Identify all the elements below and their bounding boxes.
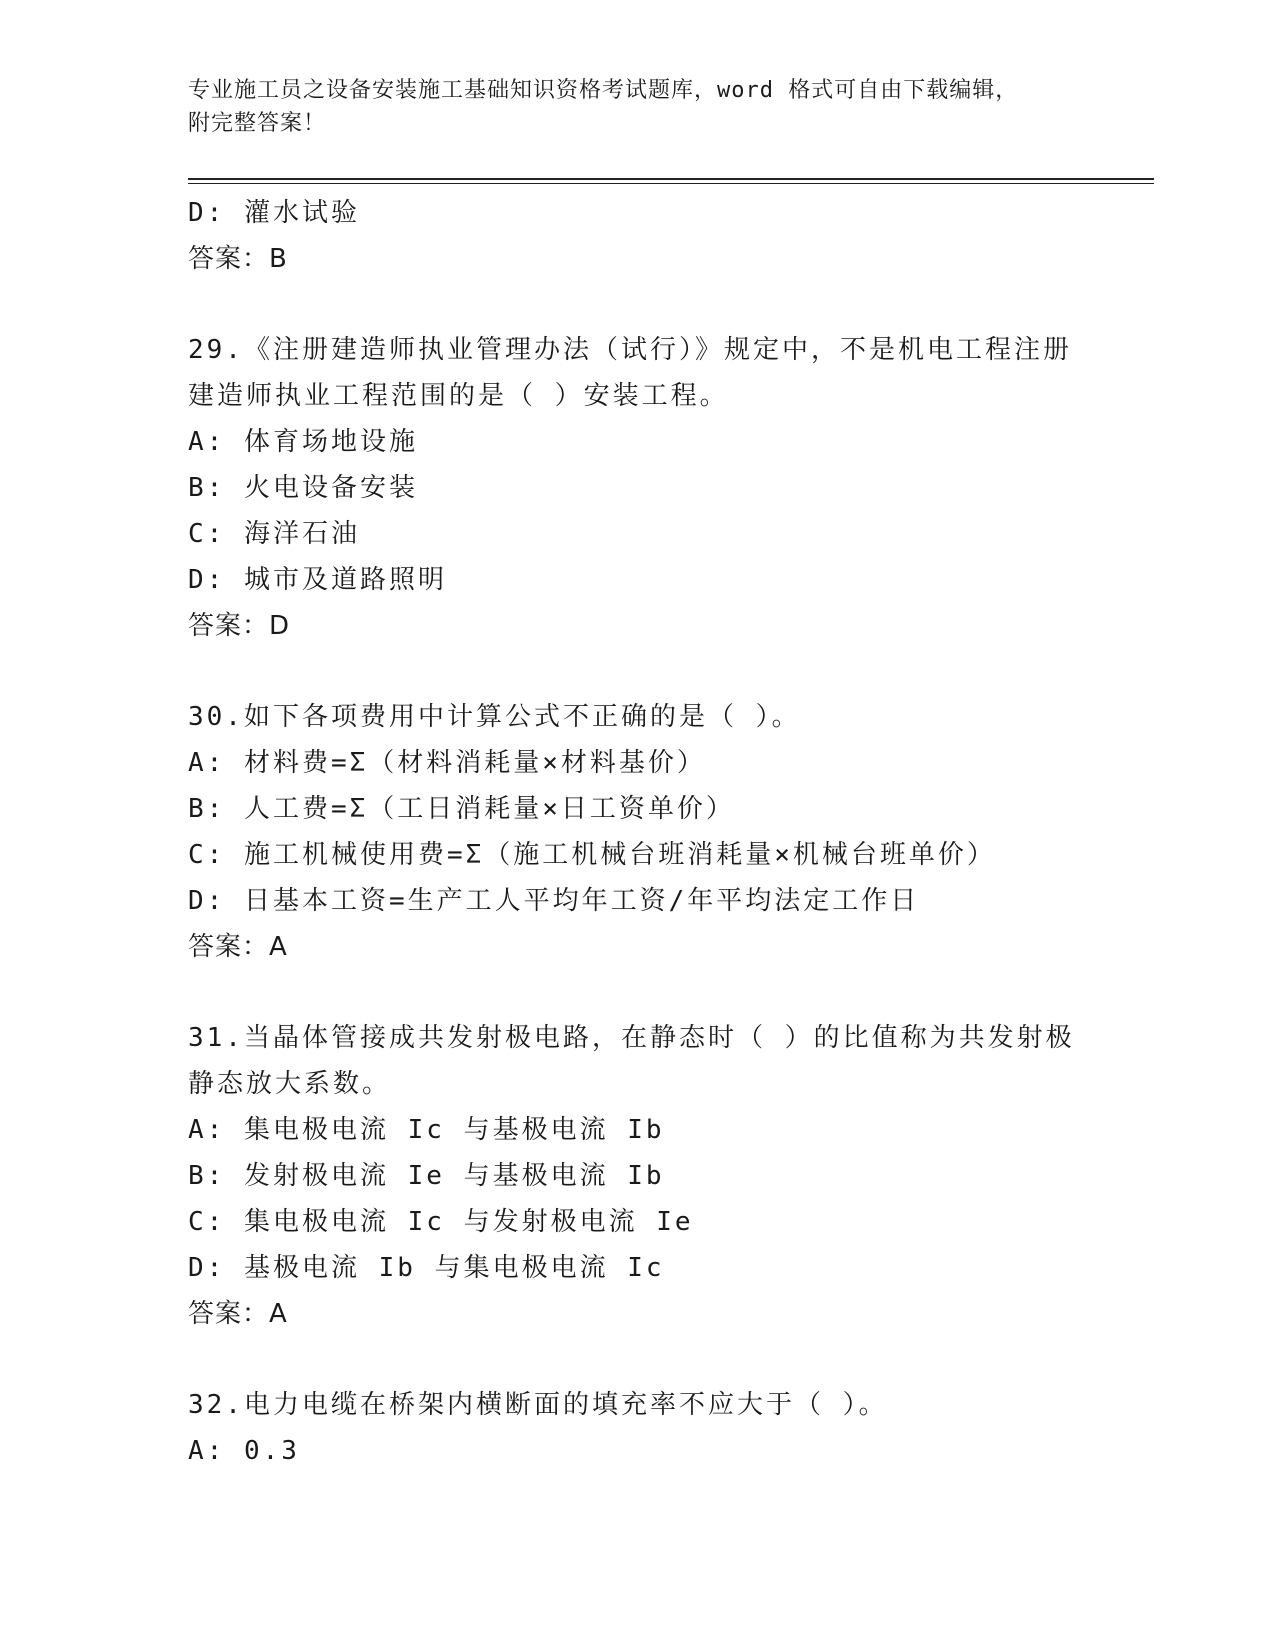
option-a: A: 体育场地设施	[188, 427, 418, 457]
question-31	[188, 1015, 1088, 1337]
header-line-1: 专业施工员之设备安装施工基础知识资格考试题库，word 格式可自由下载编辑，	[188, 78, 1019, 103]
option-b: B: 人工费=Σ（工日消耗量×日工资单价）	[188, 794, 735, 824]
question-stem: 建造师执业工程范围的是（ ）安装工程。	[188, 381, 729, 411]
spacer	[188, 649, 1088, 694]
option-a: A: 0.3	[188, 1436, 300, 1466]
spacer	[188, 1337, 1088, 1382]
question-stem: 30.如下各项费用中计算公式不正确的是（ ）。	[188, 702, 801, 732]
spacer	[188, 970, 1088, 1015]
option-c: C: 施工机械使用费=Σ（施工机械台班消耗量×机械台班单价）	[188, 840, 996, 870]
document-header	[188, 74, 1088, 140]
option-d: D: 日基本工资=生产工人平均年工资/年平均法定工作日	[188, 886, 920, 916]
option-b: B: 火电设备安装	[188, 473, 418, 503]
option-c: C: 集电极电流 Ic 与发射极电流 Ie	[188, 1207, 694, 1237]
answer-line: 答案：A	[188, 932, 288, 962]
option-b: B: 发射极电流 Ie 与基极电流 Ib	[188, 1161, 665, 1191]
question-stem: 29.《注册建造师执业管理办法（试行）》规定中，不是机电工程注册	[188, 335, 1072, 365]
option-a: A: 集电极电流 Ic 与基极电流 Ib	[188, 1115, 665, 1145]
question-stem: 31.当晶体管接成共发射极电路，在静态时（ ）的比值称为共发射极	[188, 1023, 1075, 1053]
option-d: D: 基极电流 Ib 与集电极电流 Ic	[188, 1253, 665, 1283]
header-divider	[188, 178, 1154, 184]
header-line-2: 附完整答案！	[188, 111, 327, 136]
question-32	[188, 1382, 1088, 1474]
question-content	[188, 190, 1088, 1474]
option-a: A: 材料费=Σ（材料消耗量×材料基价）	[188, 748, 706, 778]
answer-line: 答案：D	[188, 611, 291, 641]
question-stem: 32.电力电缆在桥架内横断面的填充率不应大于（ ）。	[188, 1390, 888, 1420]
spacer	[188, 282, 1088, 327]
question-30	[188, 694, 1088, 970]
option-d: D: 灌水试验	[188, 198, 360, 228]
option-c: C: 海洋石油	[188, 519, 360, 549]
answer-line: 答案：A	[188, 1299, 288, 1329]
answer-line: 答案：B	[188, 244, 288, 274]
question-29	[188, 327, 1088, 649]
question-stem: 静态放大系数。	[188, 1069, 392, 1099]
option-d: D: 城市及道路照明	[188, 565, 447, 595]
